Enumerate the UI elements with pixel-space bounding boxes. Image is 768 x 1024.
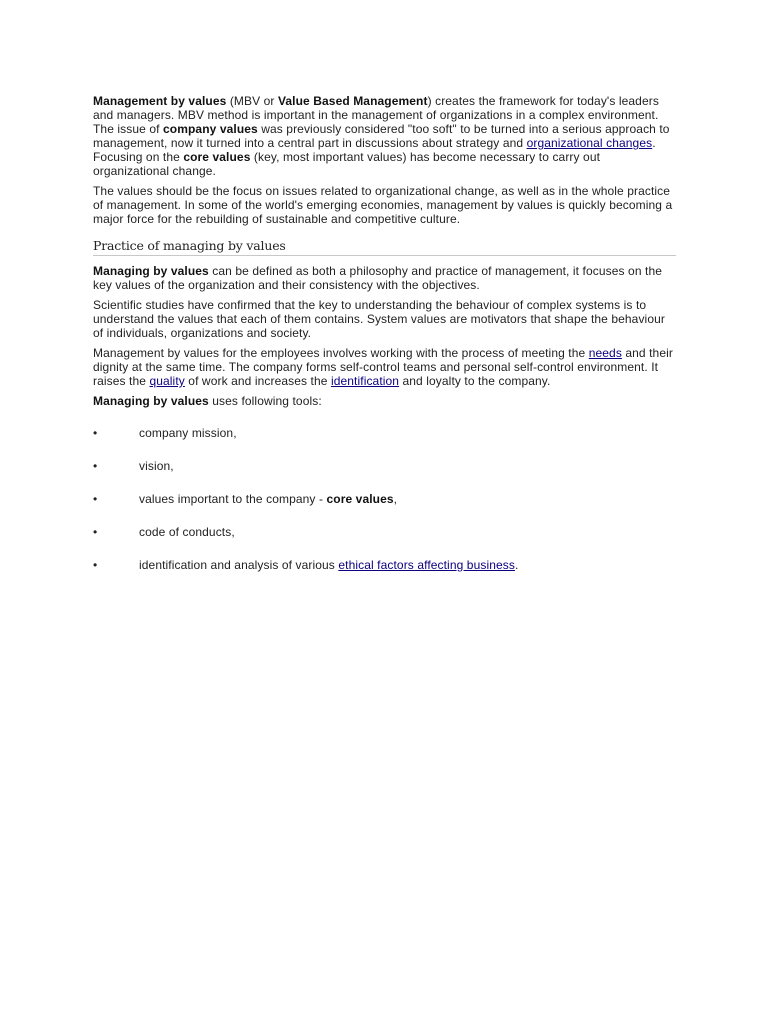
paragraph-text: ) creates the framework for today's leaders and managers. MBV method is important in the management of organizations in a complex environment. The issue of <box>93 94 659 136</box>
bullet-icon: • <box>93 459 98 473</box>
list-item-text: code of conducts, <box>139 525 235 539</box>
document-page <box>93 94 676 572</box>
paragraph-text: and their dignity at the same time. The company forms self-control teams and personal self-control environment. It raises the <box>93 346 673 388</box>
identification-link[interactable]: identification <box>330 374 400 388</box>
list-item <box>93 426 676 440</box>
bold-term: Managing by values <box>93 264 209 278</box>
section-paragraph-4 <box>93 394 676 408</box>
bold-term: company values <box>163 122 258 136</box>
list-item-text: identification and analysis of various <box>139 558 339 572</box>
intro-paragraph-2: The values should be the focus on issues related to organizational change, as well as in the whole practice of management. In some of the world's emerging economies, management by values is quickly becoming a major force for the rebuilding of sustainable and competitive culture. <box>93 184 673 226</box>
list-item-text: company mission, <box>139 426 237 440</box>
list-item-text: vision, <box>139 459 174 473</box>
list-item <box>93 492 676 506</box>
list-item-text: , <box>393 492 398 506</box>
bold-term: core values <box>183 150 251 164</box>
bold-term: Value Based Management <box>277 94 428 108</box>
bold-term: Managing by values <box>93 394 209 408</box>
section-paragraph-3 <box>93 346 676 388</box>
paragraph-text: (MBV or <box>226 94 278 108</box>
ethical-factors-link[interactable]: ethical factors affecting business <box>338 558 515 572</box>
section-paragraph-1 <box>93 264 676 292</box>
bullet-icon: • <box>93 426 98 440</box>
section-heading: Practice of managing by values <box>93 238 676 256</box>
bullet-icon: • <box>93 558 98 572</box>
bullet-icon: • <box>93 492 98 506</box>
paragraph-text: was previously considered "too soft" to be turned into a serious approach to management, now it turned into a central part in discussions about strategy and <box>93 122 670 150</box>
paragraph-text: and loyalty to the company. <box>399 374 551 388</box>
list-item <box>93 525 676 539</box>
paragraph-text: . Focusing on the <box>93 136 656 164</box>
paragraph-text: (key, most important values) has become necessary to carry out organizational change. <box>93 150 601 178</box>
organizational-changes-link[interactable]: organizational changes <box>526 136 653 150</box>
intro-paragraph-1 <box>93 94 676 178</box>
list-item-text: . <box>514 558 519 572</box>
list-item <box>93 558 676 572</box>
list-item-text: values important to the company - <box>139 492 327 506</box>
tools-list <box>93 426 676 572</box>
needs-link[interactable]: needs <box>588 346 622 360</box>
paragraph-text: of work and increases the <box>184 374 331 388</box>
paragraph-text: uses following tools: <box>208 394 322 408</box>
quality-link[interactable]: quality <box>149 374 185 388</box>
list-item <box>93 459 676 473</box>
bullet-icon: • <box>93 525 98 539</box>
section-paragraph-2: Scientific studies have confirmed that the key to understanding the behaviour of complex systems is to understand the values that each of them contains. System values are motivators that shape the behaviour of individuals, organizations and society. <box>93 298 665 340</box>
paragraph-text: can be defined as both a philosophy and practice of management, it focuses on the key values of the organization and their consistency with the objectives. <box>93 264 663 292</box>
bold-term: Management by values <box>93 94 227 108</box>
bold-term: core values <box>326 492 394 506</box>
paragraph-text: Management by values for the employees involves working with the process of meeting the <box>93 346 589 360</box>
